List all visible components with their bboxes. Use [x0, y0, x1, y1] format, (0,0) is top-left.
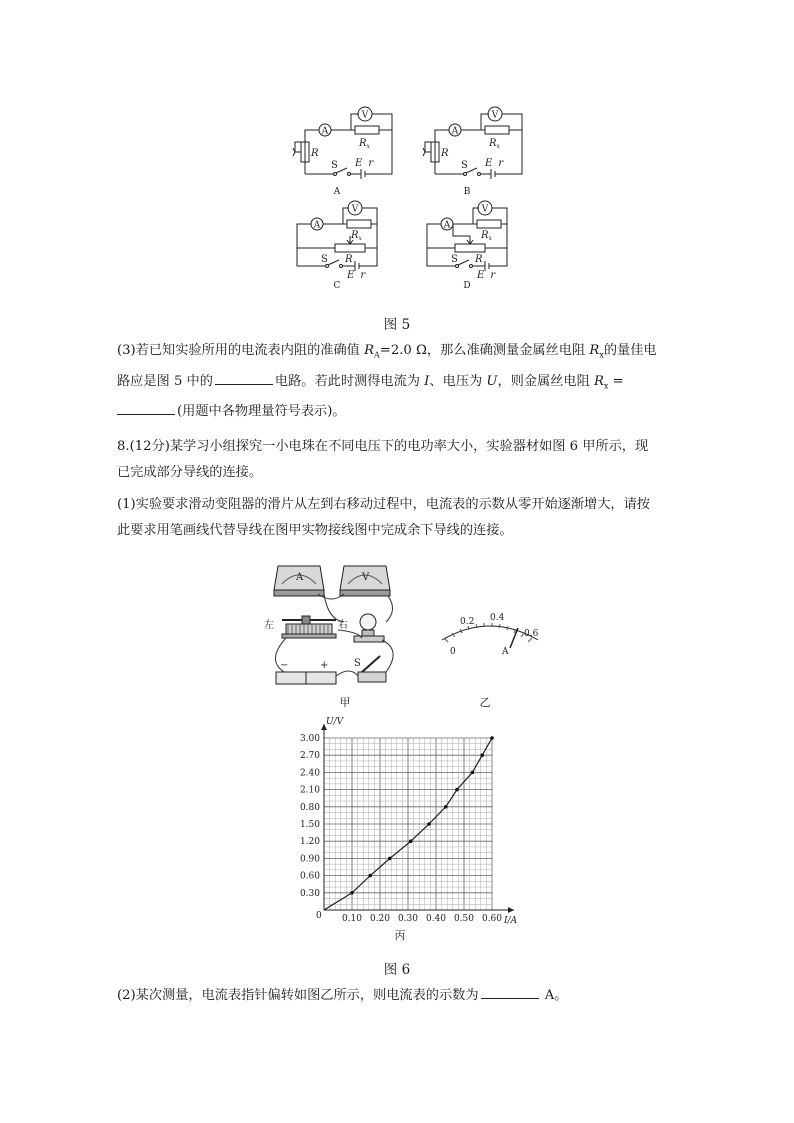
question-8-line-1: 8.(12分)某学习小组探究一小电珠在不同电压下的电功率大小，实验器材如图 6 甲所示，现 — [117, 439, 649, 454]
circuit-a-label: A — [333, 187, 341, 197]
circuit-d-label: D — [463, 281, 471, 291]
data-point — [388, 857, 392, 861]
data-point — [455, 788, 459, 792]
circuit-b-ammeter-symbol: A — [451, 126, 459, 137]
circuit-a-rx: $R_x$ — [359, 138, 370, 150]
chart-y-axis-label: U/V — [326, 717, 344, 727]
question-3 — [117, 338, 682, 425]
circuit-b-label: B — [463, 187, 471, 197]
rheostat-right-label: 右 — [338, 620, 348, 631]
circuit-c-rheostat-label: R — [345, 254, 353, 265]
figure-6-yi-dial — [430, 608, 550, 658]
x-tick-label: 0.60 — [481, 914, 503, 924]
answer-blank-circuit[interactable] — [215, 370, 273, 385]
x-tick-label: 0.40 — [425, 914, 447, 924]
circuit-a-voltmeter-symbol: V — [361, 110, 369, 121]
answer-blank-rx-expression[interactable] — [117, 400, 175, 415]
dial-tick-0.2: 0.2 — [460, 617, 475, 627]
x-axis-arrow — [508, 907, 514, 913]
question-8-part-1-line-2: 此要求用笔画线代替导线在图甲实物接线图中完成余下导线的连接。 — [117, 523, 513, 538]
circuit-c-voltmeter-symbol: V — [351, 204, 359, 215]
circuit-a-rheostat-label: R — [311, 148, 319, 159]
question-8-line-2: 已完成部分导线的连接。 — [117, 465, 263, 480]
y-tick-label: 2.10 — [299, 785, 320, 796]
figure-6-jia-label: 甲 — [339, 696, 351, 709]
y-tick-label: 0.80 — [299, 802, 320, 813]
circuit-c-emf-label: E r — [347, 270, 366, 281]
data-point — [444, 805, 448, 809]
data-point — [409, 839, 413, 843]
svg-text:A: A — [296, 572, 304, 583]
figure-6-caption: 图 6 — [383, 962, 411, 978]
circuit-a-emf-label: E r — [355, 158, 374, 169]
circuit-a — [293, 107, 392, 197]
circuit-c-label: C — [333, 281, 341, 291]
data-point — [368, 874, 372, 878]
rheostat-device — [282, 616, 336, 638]
voltmeter-device — [340, 566, 390, 596]
switch-device — [354, 656, 386, 682]
circuit-b-rx: $R_x$ — [489, 138, 500, 150]
dial-unit: A — [502, 647, 509, 657]
figure-6-jia-apparatus — [258, 560, 408, 710]
data-point — [427, 822, 431, 826]
svg-text:V: V — [362, 572, 370, 583]
bulb-holder — [354, 614, 384, 642]
circuit-b-switch-label: S — [461, 160, 468, 171]
question-3-line-3: (用题中各物理量符号表示)。 — [117, 399, 682, 425]
y-tick-label: 1.20 — [299, 837, 320, 848]
x-tick-label: 0.30 — [397, 914, 419, 924]
circuit-c — [297, 201, 377, 291]
y-tick-label: 3.00 — [299, 734, 320, 744]
figure-6-bing-chart — [286, 712, 534, 940]
chart-grid — [324, 738, 492, 910]
circuit-c-rx: $R_x$ — [351, 230, 362, 242]
figure-6-bing-label: 丙 — [394, 929, 406, 942]
circuit-a-ammeter-symbol: A — [321, 126, 329, 137]
dial-tick-0: 0 — [450, 647, 456, 657]
dial-tick-0.4: 0.4 — [490, 613, 505, 623]
data-point — [471, 771, 475, 775]
svg-text:S: S — [354, 658, 361, 669]
chart-x-axis-label: I/A — [504, 916, 518, 926]
question-3-line-1: (3)若已知实验所用的电流表内阻的准确值 $R_A=2.0$ Ω，那么准确测量金属丝电阻 $R_x$的量佳电 — [117, 343, 657, 360]
question-8-part-1-line-1: (1)实验要求滑动变阻器的滑片从左到右移动过程中，电流表的示数从零开始逐渐增大，请按 — [117, 497, 650, 512]
y-tick-label: 0.30 — [299, 888, 320, 899]
circuit-d — [427, 201, 507, 291]
battery-pack — [276, 660, 336, 684]
circuit-c-ammeter-symbol: A — [313, 220, 321, 231]
circuit-d-voltmeter-symbol: V — [481, 204, 489, 215]
figure-5-caption: 图 5 — [383, 317, 411, 333]
answer-blank-current-reading[interactable] — [481, 984, 539, 999]
circuit-a-switch-label: S — [331, 160, 338, 171]
dial-tick-0.6: 0.6 — [524, 629, 539, 639]
y-tick-label: 1.50 — [299, 820, 320, 830]
circuit-b-rheostat-label: R — [441, 148, 449, 159]
question-3-line-2: 路应是图 5 中的 电路。若此时测得电流为 I、电压为 U，则金属丝电阻 $R_x$ = — [117, 369, 682, 400]
x-tick-label: 0.10 — [341, 914, 363, 924]
circuit-d-emf-label: E r — [477, 270, 496, 281]
figure-5-circuits — [270, 96, 540, 300]
y-tick-label: 0.60 — [299, 871, 320, 882]
circuit-b-voltmeter-symbol: V — [491, 110, 499, 121]
data-point — [350, 891, 354, 895]
circuit-b — [423, 107, 522, 197]
chart-ticks — [300, 734, 502, 924]
circuit-d-ammeter-symbol: A — [443, 220, 451, 231]
circuit-c-switch-label: S — [321, 254, 328, 265]
chart-origin-label: 0 — [316, 911, 322, 921]
circuit-b-emf-label: E r — [485, 158, 504, 169]
data-point — [490, 736, 494, 740]
question-8 — [117, 434, 682, 544]
y-tick-label: 0.90 — [299, 854, 320, 865]
chart-series — [324, 736, 494, 910]
rheostat-left-label: 左 — [264, 620, 274, 631]
y-tick-label: 2.40 — [299, 768, 320, 779]
ammeter-device — [274, 566, 324, 596]
circuit-d-switch-label: S — [451, 254, 458, 265]
circuit-d-rheostat-label: R — [475, 254, 483, 265]
svg-text:+: + — [320, 660, 329, 671]
circuit-d-rx: $R_x$ — [481, 230, 492, 242]
figure-6-yi-label: 乙 — [479, 696, 491, 709]
x-tick-label: 0.50 — [453, 914, 475, 924]
data-point — [480, 753, 484, 757]
svg-text:−: − — [280, 660, 289, 671]
question-8-part-2: (2)某次测量，电流表指针偏转如图乙所示，则电流表的示数为 A。 — [117, 983, 682, 1009]
y-tick-label: 2.70 — [299, 751, 320, 762]
x-tick-label: 0.20 — [369, 914, 391, 924]
